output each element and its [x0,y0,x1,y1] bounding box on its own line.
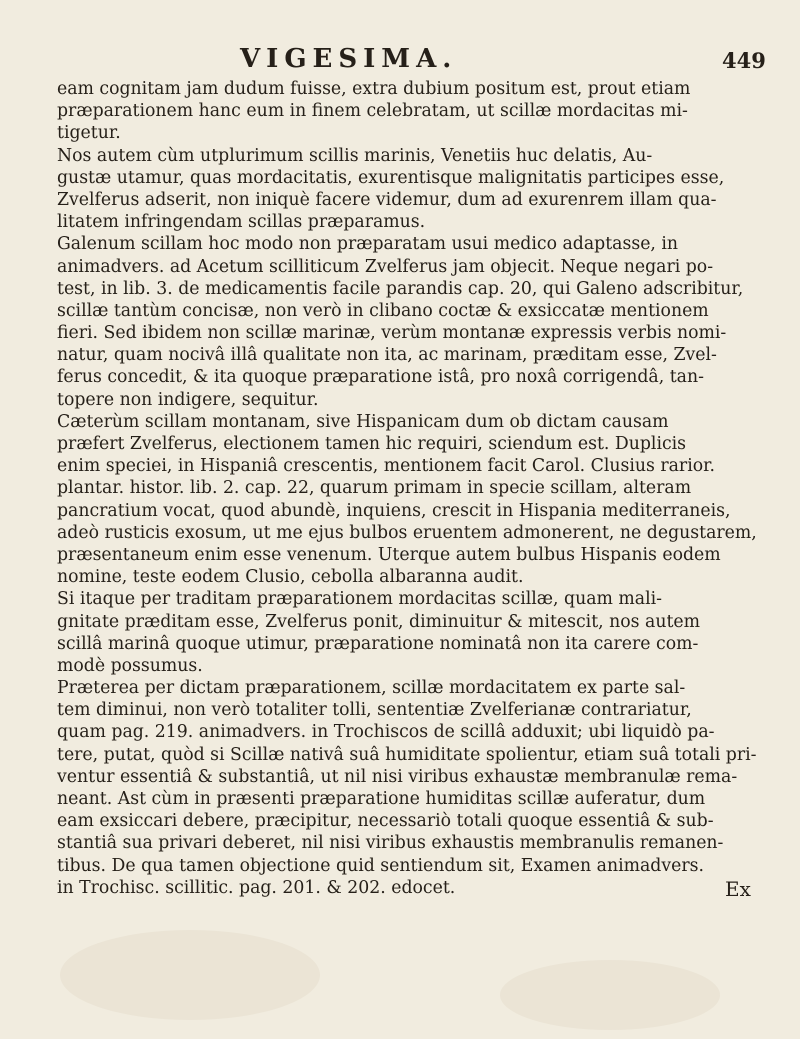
text-line: eam exsiccari debere, præcipitur, necessariò totali quoque essentiâ & sub- [57,811,714,832]
text-line: præfert Zvelferus, electionem tamen hic requiri, sciendum est. Duplicis [57,434,687,454]
text-line: test, in lib. 3. de medicamentis facile parandis cap. 20, qui Galeno adscribitur, [57,278,744,299]
text-line: ferus concedit, & ita quoque præparatione istâ, pro noxâ corrigendâ, tan- [57,367,704,388]
text-line: præparationem hanc eum in finem celebratam, ut scillæ mordacitas mi- [57,101,688,122]
text-line: scillæ tantùm concisæ, non verò in clibano coctæ & exsiccatæ mentionem [57,300,709,321]
text-line: Zvelferus adserit, non iniquè facere videmur, dum ad exurenrem illam qua- [57,189,717,210]
text-line: modè possumus. [57,655,203,676]
body-text [57,78,757,899]
text-line: plantar. histor. lib. 2. cap. 22, quarum primam in specie scillam, alteram [57,478,692,499]
text-line: adeò rusticis exosum, ut me ejus bulbos eruentem admonerent, ne degustarem, [57,522,757,543]
text-line: Præterea per dictam præparationem, scillæ mordacitatem ex parte sal- [57,678,686,699]
text-line: tibus. De qua tamen objectione quid sentiendum sit, Examen animadvers. [57,855,704,876]
text-line: topere non indigere, sequitur. [57,389,319,410]
text-line: in Trochisc. scillitic. pag. 201. & 202. edocet. [57,877,456,898]
text-line: gustæ utamur, quas mordacitatis, exurentisque malignitatis participes esse, [57,167,725,188]
page-number: 449 [722,48,766,73]
text-line: præsentaneum enim esse venenum. Uterque autem bulbus Hispanis eodem [57,544,721,565]
paper-stain [500,960,720,1030]
text-line: stantiâ sua privari deberet, nil nisi viribus exhaustis membranulis remanen- [57,833,724,854]
running-head: VIGESIMA. [240,44,458,74]
page-header [0,44,800,78]
text-line: quam pag. 219. animadvers. in Trochiscos de scillâ adduxit; ubi liquidò pa- [57,722,715,743]
text-line: tere, putat, quòd si Scillæ nativâ suâ humiditate spolientur, etiam suâ totali pri- [57,744,757,765]
text-line: pancratium vocat, quod abundè, inquiens, crescit in Hispania mediterraneis, [57,500,731,521]
paper-stain [60,930,320,1020]
text-line: ventur essentiâ & substantiâ, ut nil nisi viribus exhaustæ membranulæ rema- [57,766,738,787]
text-line: Si itaque per traditam præparationem mordacitas scillæ, quam mali- [57,589,662,610]
text-line: animadvers. ad Acetum scilliticum Zvelferus jam objecit. Neque negari po- [57,256,714,277]
text-line: Cæterùm scillam montanam, sive Hispanicam dum ob dictam causam [57,411,669,432]
text-line: scillâ marinâ quoque utimur, præparatione nominatâ non ita carere com- [57,633,699,654]
text-line: Galenum scillam hoc modo non præparatam usui medico adaptasse, in [57,234,679,255]
text-line: tem diminui, non verò totaliter tolli, sententiæ Zvelferianæ contrariatur, [57,700,692,721]
text-line: gnitate præditam esse, Zvelferus ponit, diminuitur & mitescit, nos autem [57,611,701,632]
text-line: fieri. Sed ibidem non scillæ marinæ, verùm montanæ expressis verbis nomi- [57,323,727,344]
text-line: eam cognitam jam dudum fuisse, extra dubium positum est, prout etiam [57,79,691,99]
text-line: Nos autem cùm utplurimum scillis marinis, Venetiis huc delatis, Au- [57,145,653,166]
text-line: natur, quam nocivâ illâ qualitate non ita, ac marinam, præditam esse, Zvel- [57,345,717,366]
catchword: Ex [725,877,751,901]
text-line: enim speciei, in Hispaniâ crescentis, mentionem facit Carol. Clusius rarior. [57,456,715,477]
text-line: nomine, teste eodem Clusio, cebolla albaranna audit. [57,567,524,588]
text-line: litatem infringendam scillas præparamus. [57,212,426,233]
text-line: tigetur. [57,123,121,144]
text-line: neant. Ast cùm in præsenti præparatione humiditas scillæ auferatur, dum [57,789,706,809]
